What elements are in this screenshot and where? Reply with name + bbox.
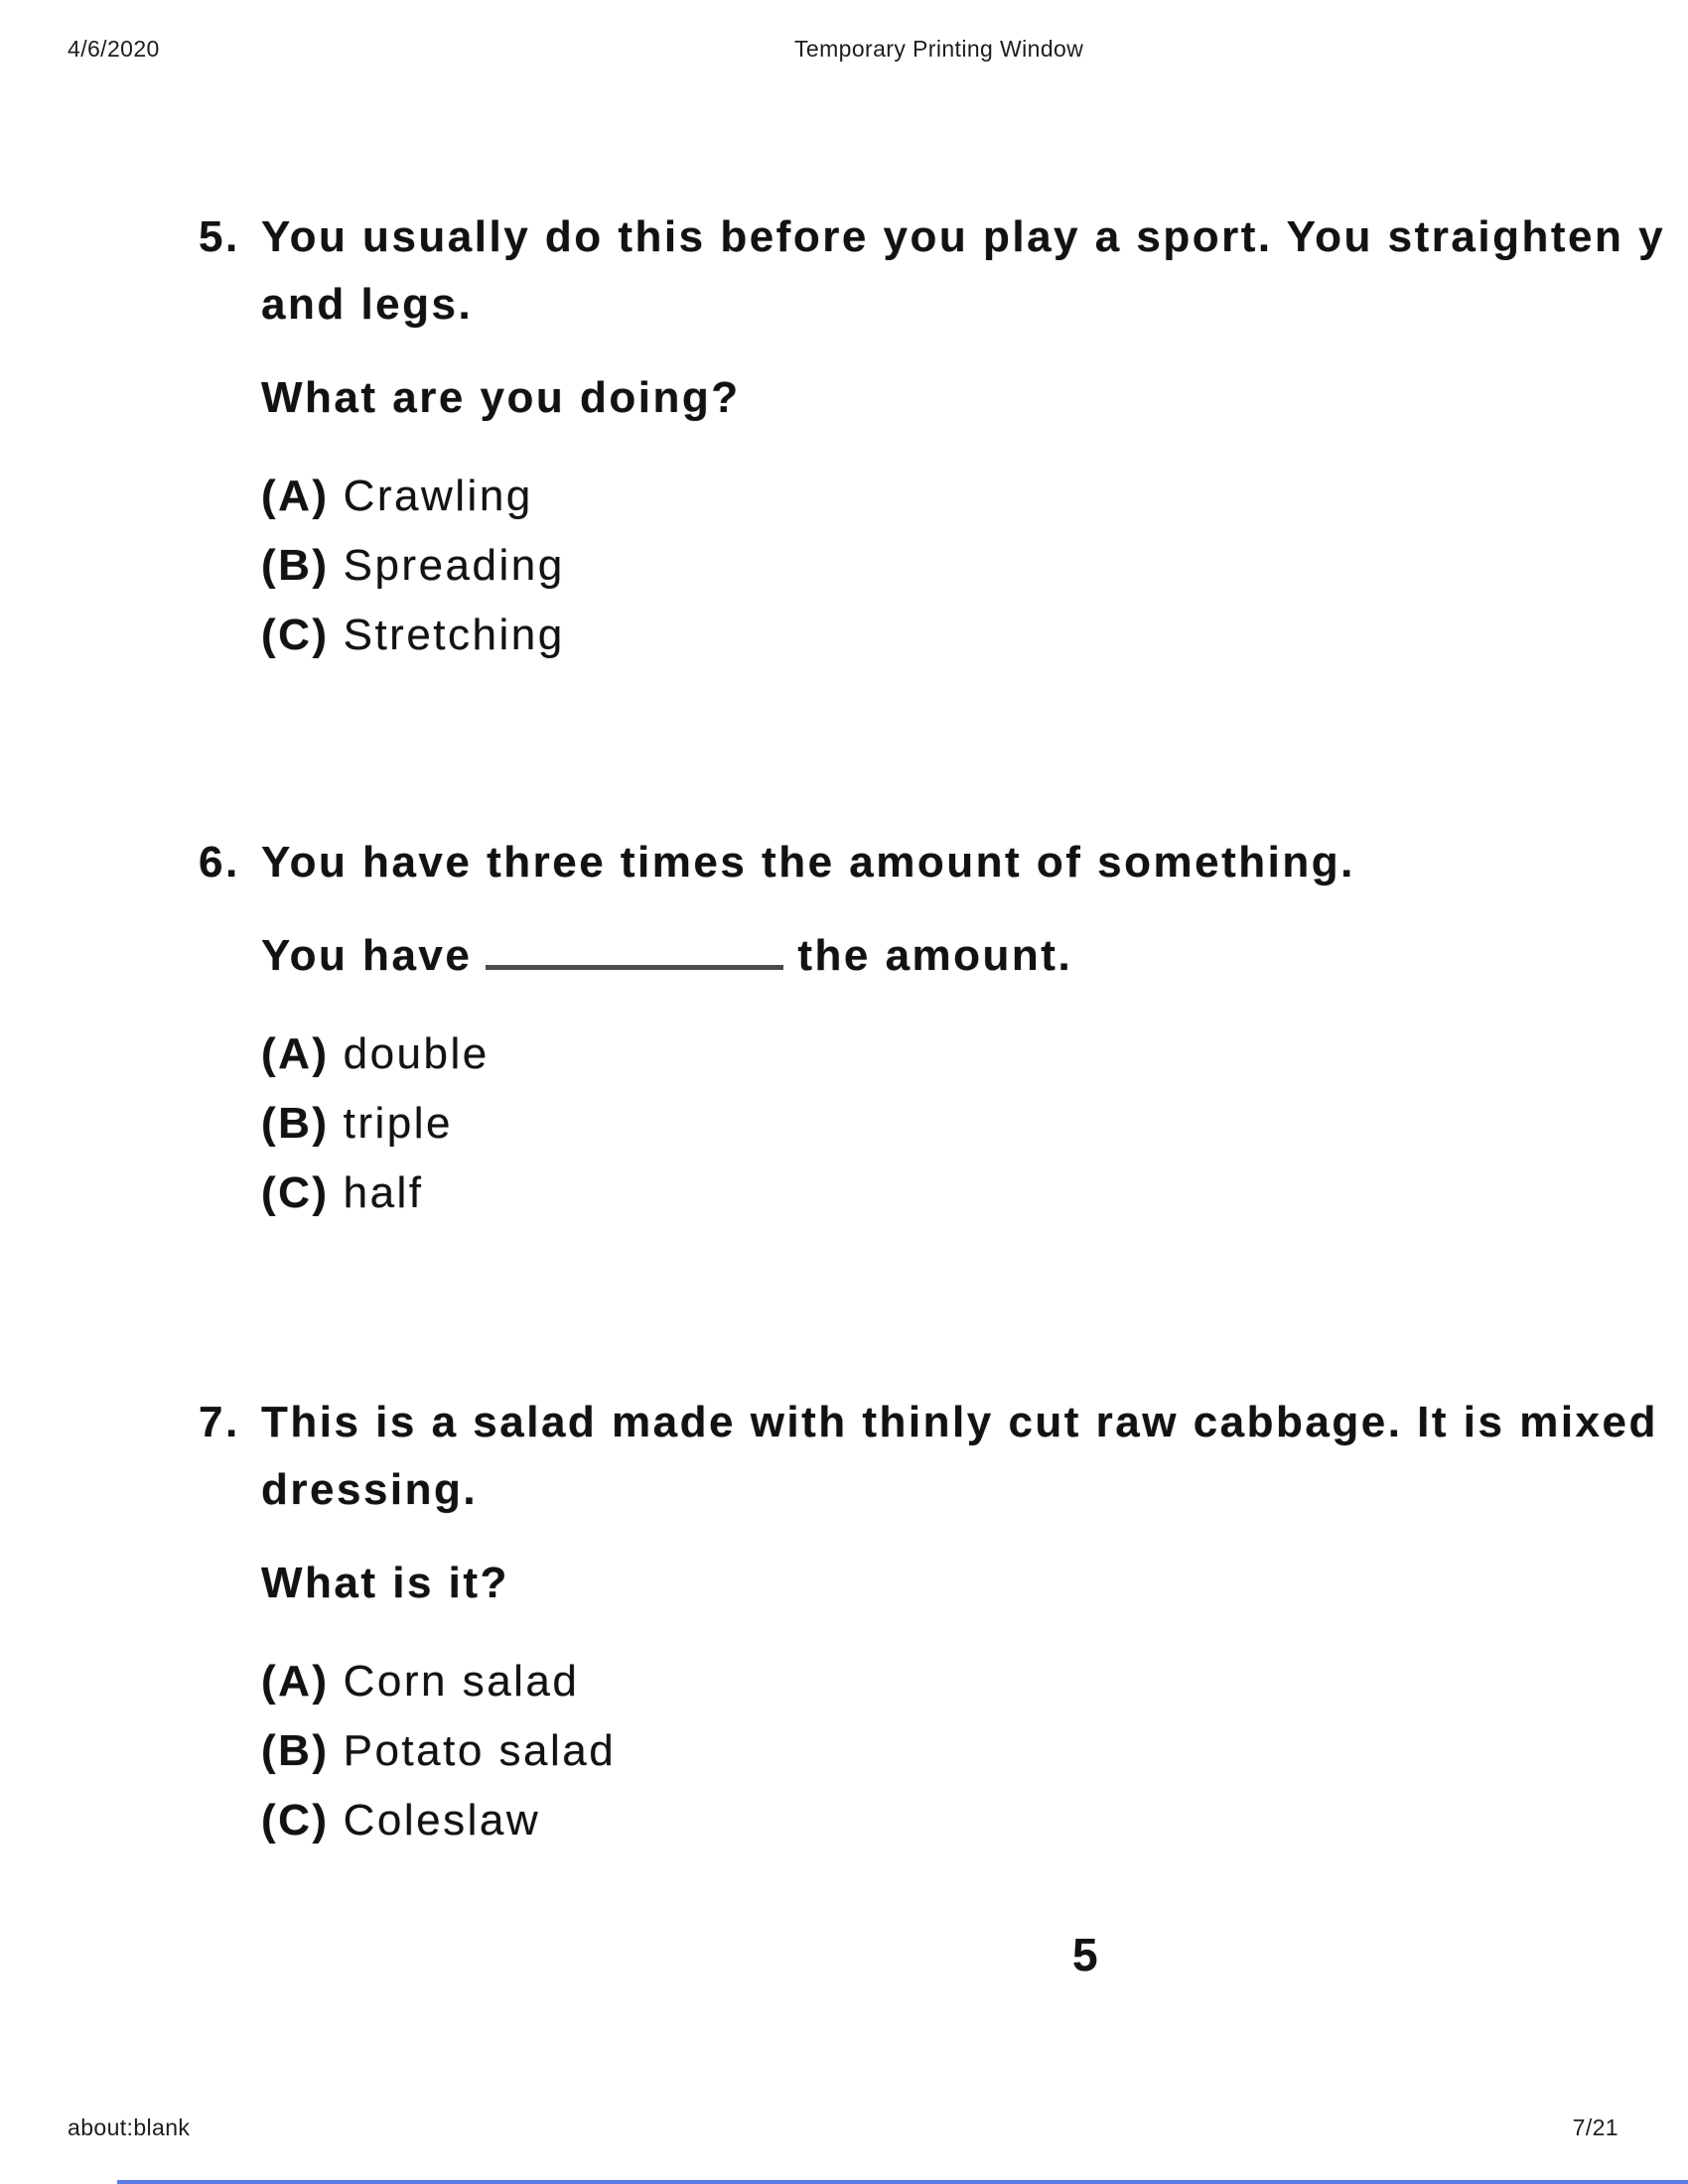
question-text-line-1: You have three times the amount of something. — [261, 838, 1355, 887]
question-prompt: What is it? — [261, 1559, 509, 1607]
option-letter: (C) — [261, 1168, 330, 1217]
print-header-title: Temporary Printing Window — [794, 36, 1084, 62]
answer-options — [261, 1020, 1355, 1228]
answer-option-a — [261, 462, 1665, 531]
option-letter: (C) — [261, 611, 330, 659]
bottom-blue-line — [117, 2180, 1688, 2184]
question-number: 6. — [199, 838, 240, 887]
option-label: Corn salad — [343, 1657, 580, 1706]
question-text-line-1: This is a salad made with thinly cut raw cabbage. It is mixed — [261, 1398, 1658, 1446]
fill-before-text: You have — [261, 931, 473, 980]
answer-options — [261, 462, 1665, 670]
option-letter: (A) — [261, 1657, 330, 1706]
option-letter: (A) — [261, 1029, 330, 1078]
answer-option-a — [261, 1647, 1658, 1716]
option-label: Potato salad — [343, 1726, 617, 1775]
print-footer-page-count: 7/21 — [1572, 2115, 1618, 2140]
option-letter: (B) — [261, 541, 330, 590]
answer-option-c — [261, 1159, 1355, 1228]
fill-in-blank-line — [486, 928, 783, 970]
answer-option-b — [261, 1716, 1658, 1786]
option-letter: (A) — [261, 472, 330, 520]
option-label: Stretching — [343, 611, 565, 659]
option-label: Coleslaw — [343, 1796, 541, 1844]
question-5 — [199, 204, 1665, 670]
question-number: 7. — [199, 1398, 240, 1446]
option-letter: (C) — [261, 1796, 330, 1844]
fill-after-text: the amount. — [797, 931, 1073, 980]
question-text — [261, 1389, 1658, 1524]
answer-option-b — [261, 531, 1665, 601]
option-letter: (B) — [261, 1726, 330, 1775]
question-body — [261, 1389, 1658, 1855]
question-6 — [199, 829, 1355, 1228]
question-text — [261, 204, 1665, 339]
option-label: Crawling — [343, 472, 533, 520]
print-footer-url: about:blank — [68, 2115, 191, 2140]
question-text — [261, 829, 1355, 896]
question-number: 5. — [199, 212, 240, 261]
answer-option-b — [261, 1089, 1355, 1159]
question-body — [261, 204, 1665, 670]
print-header-date: 4/6/2020 — [68, 36, 160, 62]
option-label: Spreading — [343, 541, 565, 590]
question-7 — [199, 1389, 1658, 1855]
option-label: double — [343, 1029, 490, 1078]
fill-in-sentence — [261, 922, 1355, 990]
answer-options — [261, 1647, 1658, 1855]
question-text-line-1: You usually do this before you play a sport. You straighten y — [261, 212, 1666, 261]
question-text-line-2: dressing. — [261, 1465, 479, 1514]
option-label: triple — [343, 1099, 453, 1148]
option-label: half — [343, 1168, 424, 1217]
document-page-number: 5 — [1072, 1929, 1098, 1980]
answer-option-c — [261, 601, 1665, 670]
question-body — [261, 829, 1355, 1228]
option-letter: (B) — [261, 1099, 330, 1148]
answer-option-a — [261, 1020, 1355, 1089]
answer-option-c — [261, 1786, 1658, 1855]
question-text-line-2: and legs. — [261, 280, 474, 329]
question-prompt: What are you doing? — [261, 373, 741, 422]
